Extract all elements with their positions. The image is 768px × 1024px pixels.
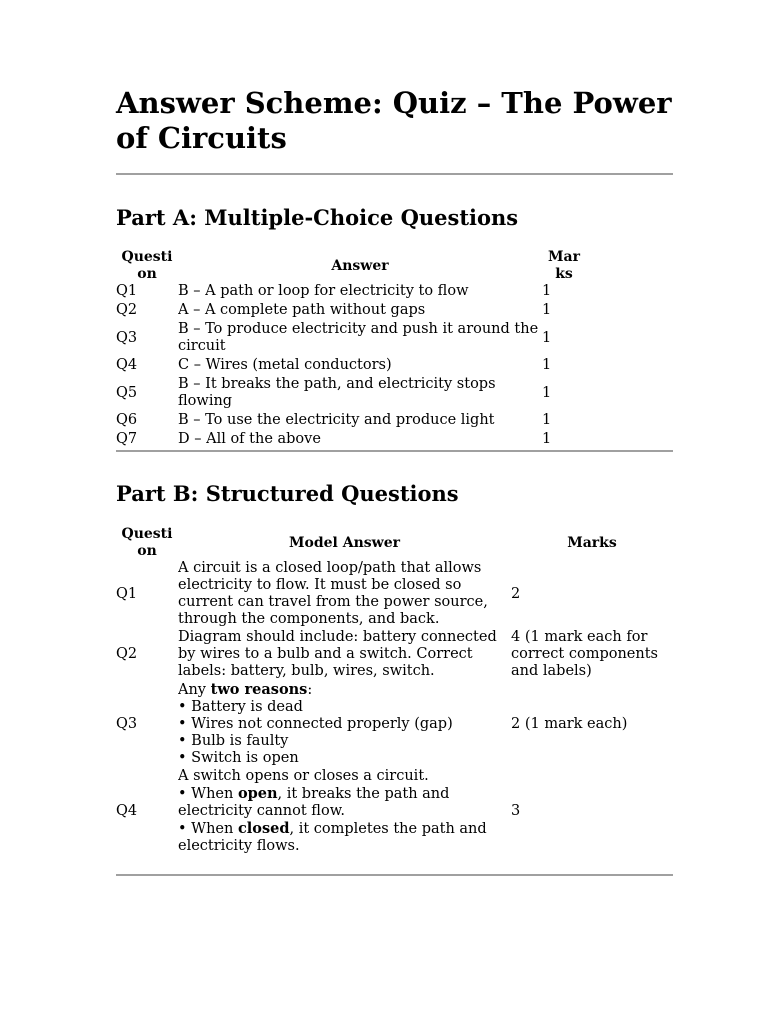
page-title: Answer Scheme: Quiz – The Power of Circuits	[116, 86, 672, 155]
question-number: Q3	[116, 715, 138, 732]
reason-bullet: • Switch is open	[178, 750, 299, 766]
answer-text: B – A path or loop for electricity to flow	[178, 283, 469, 299]
answer-intro: Any two reasons:	[178, 681, 313, 698]
marks-value: 1	[542, 412, 552, 428]
table-row	[116, 412, 673, 431]
column-header-marks: Mar ks	[548, 249, 580, 282]
title-divider	[116, 173, 673, 175]
question-number: Q1	[116, 585, 138, 602]
part-a-heading: Part A: Multiple-Choice Questions	[116, 205, 519, 230]
answer-text: D – All of the above	[178, 431, 321, 447]
answer-bullet-open: • When open, it breaks the path and electricity cannot flow.	[178, 785, 450, 819]
table-row	[116, 431, 673, 450]
part-b-table	[116, 526, 673, 856]
answer-bullet-closed: • When closed, it completes the path and electricity flows.	[178, 820, 487, 854]
marks-value: 4 (1 mark each for correct components and labels)	[511, 629, 658, 679]
reason-bullet: • Battery is dead	[178, 699, 303, 715]
answer-text: C – Wires (metal conductors)	[178, 357, 392, 373]
table-row	[116, 376, 673, 412]
answer-text: B – It breaks the path, and electricity stops flowing	[178, 376, 496, 409]
model-answer: A circuit is a closed loop/path that allows electricity to flow. It must be closed so current can travel from the power source, through the components, and back.	[178, 560, 488, 627]
column-header-answer: Answer	[331, 257, 389, 274]
question-number: Q5	[116, 384, 138, 401]
question-number: Q4	[116, 357, 138, 373]
question-number: Q2	[116, 646, 138, 662]
column-header-marks: Marks	[567, 534, 617, 551]
table-row	[116, 283, 673, 302]
part-a-divider	[116, 450, 673, 452]
part-a-table	[116, 249, 673, 450]
model-answer: Diagram should include: battery connected by wires to a bulb and a switch. Correct labels: battery, bulb, wires, switch.	[178, 629, 497, 679]
marks-value: 1	[542, 431, 552, 447]
table-row	[116, 768, 673, 856]
column-header-question: Questi on	[121, 249, 173, 282]
marks-value: 2 (1 mark each)	[511, 715, 628, 732]
marks-value: 1	[542, 329, 552, 346]
model-answer	[178, 681, 511, 768]
marks-value: 1	[542, 357, 552, 373]
part-b-divider	[116, 874, 673, 876]
model-answer	[178, 768, 511, 856]
question-number: Q4	[116, 803, 138, 819]
question-number: Q7	[116, 431, 138, 447]
table-row	[116, 321, 673, 357]
answer-line: A switch opens or closes a circuit.	[178, 768, 429, 784]
table-row	[116, 681, 673, 768]
question-number: Q6	[116, 412, 138, 428]
answer-text: A – A complete path without gaps	[178, 302, 426, 318]
part-a-header-row	[116, 249, 673, 283]
table-row	[116, 560, 673, 629]
table-row	[116, 357, 673, 376]
column-header-model-answer: Model Answer	[289, 534, 400, 551]
part-b-header-row	[116, 526, 673, 560]
column-header-question: Questi on	[121, 526, 173, 559]
question-number: Q1	[116, 283, 138, 299]
reason-bullet: • Bulb is faulty	[178, 733, 289, 749]
answer-text: B – To use the electricity and produce light	[178, 412, 495, 428]
question-number: Q3	[116, 329, 138, 346]
marks-value: 3	[511, 803, 521, 819]
marks-value: 2	[511, 585, 521, 602]
table-row	[116, 629, 673, 681]
marks-value: 1	[542, 283, 552, 299]
answer-text: B – To produce electricity and push it around the circuit	[178, 321, 539, 354]
marks-value: 1	[542, 384, 552, 401]
question-number: Q2	[116, 302, 138, 318]
table-row	[116, 302, 673, 321]
marks-value: 1	[542, 302, 552, 318]
part-b-heading: Part B: Structured Questions	[116, 481, 459, 506]
reason-bullet: • Wires not connected properly (gap)	[178, 716, 453, 732]
